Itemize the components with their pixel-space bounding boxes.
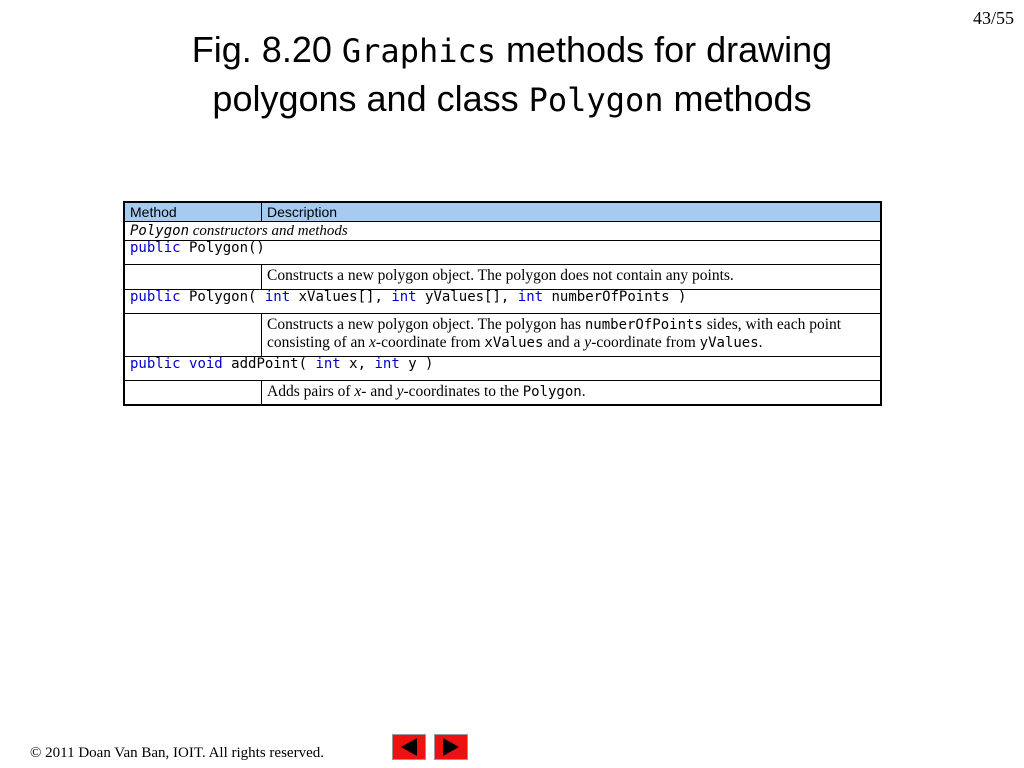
desc-text: -coordinates to the: [403, 382, 523, 400]
keyword: public: [130, 355, 181, 372]
desc-text: Constructs a new polygon object. The polygon has: [267, 315, 585, 333]
method-description-row: [124, 265, 881, 290]
desc-text: .: [758, 334, 763, 351]
keyword: public: [130, 288, 181, 305]
methods-table: [123, 201, 882, 406]
desc-code: numberOfPoints: [584, 316, 703, 333]
desc-text: and a: [543, 334, 585, 351]
method-description: [262, 313, 882, 356]
title-text: polygons and class: [212, 78, 529, 119]
page-number: 43/55: [972, 8, 1014, 28]
method-signature-row: [124, 241, 881, 265]
desc-text: -coordinate from: [591, 334, 700, 351]
title-code: Polygon: [528, 81, 664, 119]
title-text: Fig. 8.20: [191, 29, 342, 70]
method-signature-row: [124, 289, 881, 313]
slide-title: [0, 26, 1024, 124]
next-slide-button[interactable]: [434, 734, 468, 760]
desc-italic: y: [396, 382, 404, 400]
keyword: void: [189, 355, 223, 372]
column-header-method: Method: [124, 202, 262, 222]
code-text: addPoint(: [222, 355, 316, 372]
code-text: [181, 356, 189, 372]
keyword: int: [315, 355, 341, 372]
method-signature: [124, 289, 881, 313]
keyword: int: [374, 355, 400, 372]
title-line-2: [0, 75, 1024, 124]
code-text: yValues[],: [416, 288, 518, 305]
method-description-row: [124, 313, 881, 356]
desc-italic: x: [369, 334, 376, 351]
method-description: Constructs a new polygon object. The polygon does not contain any points.: [262, 265, 882, 290]
method-description: [262, 380, 882, 405]
desc-text: - and: [361, 382, 397, 400]
code-text: xValues[],: [290, 288, 392, 305]
keyword: int: [264, 288, 291, 305]
keyword: public: [130, 240, 181, 256]
desc-text: sides, with each point consisting of an: [267, 315, 842, 351]
previous-slide-button[interactable]: [392, 734, 426, 760]
keyword: int: [517, 288, 544, 305]
copyright-footer: © 2011 Doan Van Ban, IOIT. All rights reserved.: [30, 745, 324, 761]
desc-code: xValues: [484, 335, 544, 351]
section-title: [124, 222, 881, 241]
empty-cell: [124, 313, 262, 356]
method-signature-row: [124, 356, 881, 380]
triangle-right-icon: [435, 735, 467, 759]
method-signature: [124, 356, 881, 380]
title-text: methods for drawing: [496, 29, 833, 70]
table-header-row: [124, 202, 881, 222]
section-code: Polygon: [130, 223, 190, 239]
method-signature: [124, 241, 881, 265]
code-text: x,: [340, 355, 375, 372]
desc-code: Polygon: [522, 383, 582, 400]
desc-code: yValues: [699, 335, 759, 351]
desc-text: .: [581, 382, 586, 400]
section-row: [124, 222, 881, 241]
triangle-left-icon: [393, 735, 425, 759]
title-text: methods: [663, 78, 812, 119]
desc-italic: x: [354, 382, 362, 400]
empty-cell: [124, 265, 262, 290]
column-header-description: Description: [262, 202, 882, 222]
title-line-1: [0, 26, 1024, 75]
desc-italic: y: [584, 334, 592, 351]
code-text: numberOfPoints ): [543, 288, 687, 305]
empty-cell: [124, 380, 262, 405]
desc-text: Adds pairs of: [267, 382, 355, 400]
keyword: int: [391, 288, 417, 305]
code-text: Polygon(: [180, 288, 265, 305]
method-description-row: [124, 380, 881, 405]
desc-text: -coordinate from: [375, 334, 485, 351]
code-text: y ): [399, 355, 434, 372]
code-text: Polygon(): [180, 240, 265, 256]
section-text: constructors and methods: [189, 223, 348, 239]
title-code: Graphics: [341, 32, 497, 70]
